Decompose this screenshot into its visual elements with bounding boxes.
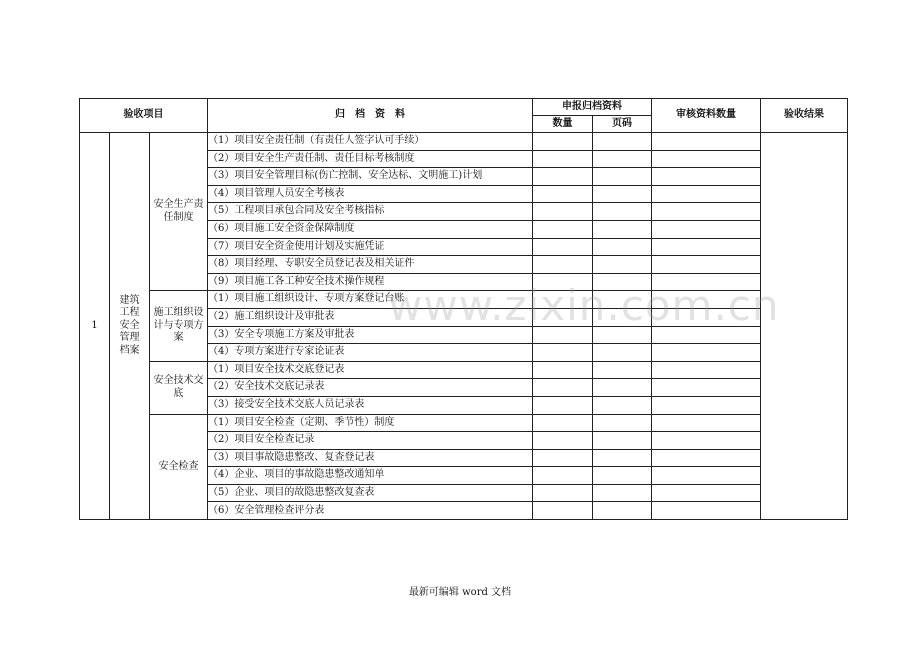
review-quantity-cell[interactable] — [652, 361, 761, 379]
quantity-cell[interactable] — [533, 326, 593, 344]
page-cell[interactable] — [593, 308, 652, 326]
review-quantity-cell[interactable] — [652, 150, 761, 168]
archive-item: （2）项目安全生产责任制、责任目标考核制度 — [208, 150, 533, 168]
review-quantity-cell[interactable] — [652, 344, 761, 362]
quantity-cell[interactable] — [533, 414, 593, 432]
result-cell[interactable] — [761, 133, 848, 520]
archive-acceptance-table — [79, 98, 848, 520]
table-row — [80, 133, 848, 151]
page-cell[interactable] — [593, 379, 652, 397]
archive-item: （1）项目安全检查（定期、季节性）制度 — [208, 414, 533, 432]
review-quantity-cell[interactable] — [652, 326, 761, 344]
quantity-cell[interactable] — [533, 379, 593, 397]
page-cell[interactable] — [593, 220, 652, 238]
category-cell — [110, 133, 150, 520]
page-cell[interactable] — [593, 502, 652, 520]
review-quantity-cell[interactable] — [652, 256, 761, 274]
archive-item: （5）企业、项目的故隐患整改复查表 — [208, 484, 533, 502]
quantity-cell[interactable] — [533, 467, 593, 485]
page-cell[interactable] — [593, 361, 652, 379]
quantity-cell[interactable] — [533, 203, 593, 221]
archive-item: （7）项目安全资金使用计划及实施凭证 — [208, 238, 533, 256]
header-declared: 申报归档资料 — [533, 99, 652, 116]
header-result: 验收结果 — [761, 99, 848, 133]
table-row — [80, 414, 848, 432]
page-cell[interactable] — [593, 396, 652, 414]
quantity-cell[interactable] — [533, 308, 593, 326]
archive-item: （8）项目经理、专职安全员登记表及相关证件 — [208, 256, 533, 274]
review-quantity-cell[interactable] — [652, 396, 761, 414]
review-quantity-cell[interactable] — [652, 308, 761, 326]
page-cell[interactable] — [593, 185, 652, 203]
header-quantity: 数量 — [533, 116, 593, 133]
page-cell[interactable] — [593, 291, 652, 309]
archive-item: （4）企业、项目的事故隐患整改通知单 — [208, 467, 533, 485]
page-cell[interactable] — [593, 326, 652, 344]
quantity-cell[interactable] — [533, 432, 593, 450]
review-quantity-cell[interactable] — [652, 449, 761, 467]
archive-item: （3）项目安全管理目标(伤亡控制、安全达标、文明施工)计划 — [208, 168, 533, 186]
group-name: 施工组织设计与专项方案 — [150, 291, 208, 361]
page-cell[interactable] — [593, 168, 652, 186]
archive-item: （9）项目施工各工种安全技术操作规程 — [208, 273, 533, 291]
archive-item: （3）接受安全技术交底人员记录表 — [208, 396, 533, 414]
quantity-cell[interactable] — [533, 502, 593, 520]
header-archive: 归 档 资 料 — [208, 99, 533, 133]
quantity-cell[interactable] — [533, 291, 593, 309]
archive-item: （4）专项方案进行专家论证表 — [208, 344, 533, 362]
archive-item: （1）项目安全责任制（有责任人签字认可手续） — [208, 133, 533, 151]
page-cell[interactable] — [593, 484, 652, 502]
archive-item: （3）安全专项施工方案及审批表 — [208, 326, 533, 344]
quantity-cell[interactable] — [533, 150, 593, 168]
quantity-cell[interactable] — [533, 133, 593, 151]
quantity-cell[interactable] — [533, 256, 593, 274]
page-cell[interactable] — [593, 467, 652, 485]
archive-item: （5）工程项目承包合同及安全考核指标 — [208, 203, 533, 221]
table-row — [80, 361, 848, 379]
quantity-cell[interactable] — [533, 484, 593, 502]
header-review-quantity: 审核资料数量 — [652, 99, 761, 133]
quantity-cell[interactable] — [533, 220, 593, 238]
row-number: 1 — [80, 133, 110, 520]
page-cell[interactable] — [593, 133, 652, 151]
page-cell[interactable] — [593, 256, 652, 274]
quantity-cell[interactable] — [533, 396, 593, 414]
page-cell[interactable] — [593, 432, 652, 450]
page-cell[interactable] — [593, 238, 652, 256]
archive-item: （2）项目安全检查记录 — [208, 432, 533, 450]
archive-item: （2）安全技术交底记录表 — [208, 379, 533, 397]
review-quantity-cell[interactable] — [652, 203, 761, 221]
review-quantity-cell[interactable] — [652, 414, 761, 432]
review-quantity-cell[interactable] — [652, 168, 761, 186]
archive-item: （6）项目施工安全资金保障制度 — [208, 220, 533, 238]
archive-item: （1）项目施工组织设计、专项方案登记台账 — [208, 291, 533, 309]
review-quantity-cell[interactable] — [652, 467, 761, 485]
review-quantity-cell[interactable] — [652, 220, 761, 238]
page-cell[interactable] — [593, 203, 652, 221]
page-cell[interactable] — [593, 414, 652, 432]
archive-item: （1）项目安全技术交底登记表 — [208, 361, 533, 379]
quantity-cell[interactable] — [533, 449, 593, 467]
header-project: 验收项目 — [80, 99, 208, 133]
page-cell[interactable] — [593, 344, 652, 362]
group-name: 安全生产责任制度 — [150, 133, 208, 291]
table-row — [80, 291, 848, 309]
header-page: 页码 — [593, 116, 652, 133]
quantity-cell[interactable] — [533, 361, 593, 379]
page-cell[interactable] — [593, 273, 652, 291]
group-name: 安全技术交底 — [150, 361, 208, 414]
archive-item: （4）项目管理人员安全考核表 — [208, 185, 533, 203]
quantity-cell[interactable] — [533, 273, 593, 291]
page-cell[interactable] — [593, 449, 652, 467]
category-label: 建筑工程安全管理档案 — [119, 294, 140, 356]
review-quantity-cell[interactable] — [652, 484, 761, 502]
group-name: 安全检查 — [150, 414, 208, 520]
review-quantity-cell[interactable] — [652, 379, 761, 397]
archive-item: （6）安全管理检查评分表 — [208, 502, 533, 520]
page-footer: 最新可编辑 word 文档 — [408, 587, 512, 598]
review-quantity-cell[interactable] — [652, 291, 761, 309]
quantity-cell[interactable] — [533, 344, 593, 362]
review-quantity-cell[interactable] — [652, 432, 761, 450]
review-quantity-cell[interactable] — [652, 238, 761, 256]
quantity-cell[interactable] — [533, 168, 593, 186]
archive-item: （3）项目事故隐患整改、复查登记表 — [208, 449, 533, 467]
quantity-cell[interactable] — [533, 238, 593, 256]
quantity-cell[interactable] — [533, 185, 593, 203]
review-quantity-cell[interactable] — [652, 273, 761, 291]
archive-item: （2）施工组织设计及审批表 — [208, 308, 533, 326]
review-quantity-cell[interactable] — [652, 133, 761, 151]
review-quantity-cell[interactable] — [652, 185, 761, 203]
review-quantity-cell[interactable] — [652, 502, 761, 520]
page-cell[interactable] — [593, 150, 652, 168]
watermark: www.zixin.com.cn — [388, 281, 780, 330]
